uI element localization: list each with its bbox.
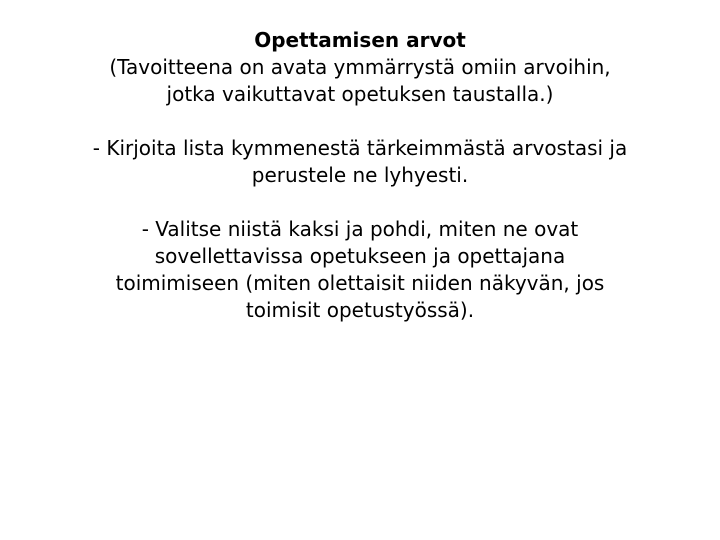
slide-subtitle: (Tavoitteena on avata ymmärrystä omiin arvoihin, jotka vaikuttavat opetuksen taustalla.) — [109, 55, 611, 106]
task-instruction-1: - Kirjoita lista kymmenestä tärkeimmästä arvostasi ja perustele ne lyhyesti. — [92, 136, 628, 187]
task-instruction-2: - Valitse niistä kaksi ja pohdi, miten ne ovat sovellettavissa opetukseen ja opettajana toimimiseen (miten olettaisit niiden näkyvän, jos toimisit opetustyössä). — [115, 217, 605, 322]
slide-title: Opettamisen arvot — [254, 28, 466, 52]
slide-content — [90, 27, 630, 324]
